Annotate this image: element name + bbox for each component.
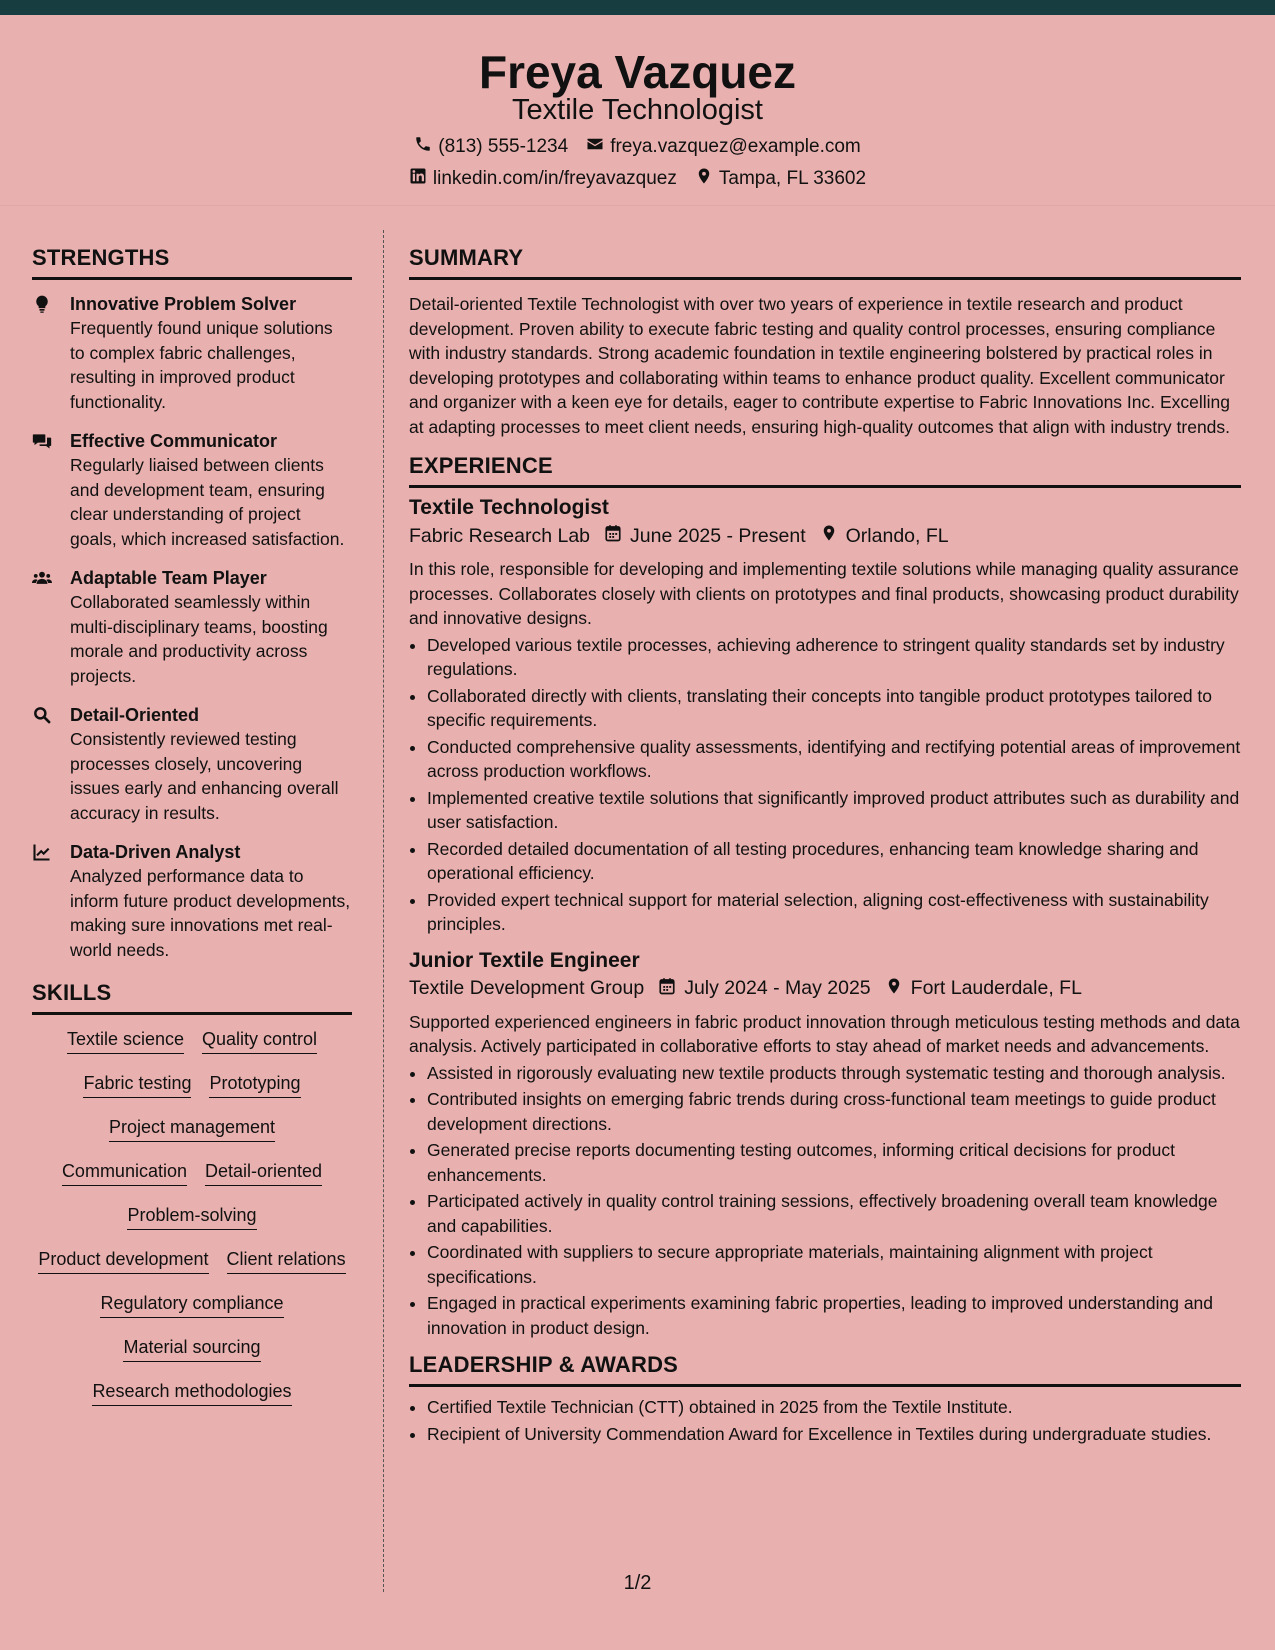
job-meta (409, 524, 1241, 548)
list-item: • Implemented creative textile solutions that significantly improved product attributes such as durability and user satisfaction. (427, 786, 1241, 835)
contact-row-2 (0, 167, 1275, 191)
phone-contact (414, 135, 568, 159)
top-accent-bar (0, 0, 1275, 15)
chart-line-icon (32, 840, 56, 962)
map-marker-icon (695, 167, 713, 191)
strength-desc: Collaborated seamlessly within multi-disciplinary teams, boosting morale and productivity across projects. (70, 592, 328, 686)
linkedin-contact (409, 167, 677, 191)
strength-title: Innovative Problem Solver (70, 294, 297, 314)
job-description: Supported experienced engineers in fabric product innovation through meticulous testing methods and data analysis. Actively participated in collaborative efforts to stay ahead of market needs and advancements. (409, 1011, 1240, 1056)
column-divider (383, 230, 384, 1592)
strength-item (32, 703, 352, 825)
strength-item (32, 429, 352, 551)
strength-desc: Analyzed performance data to inform future product developments, making sure innovations met real-world needs. (70, 866, 351, 960)
strength-desc: Frequently found unique solutions to complex fabric challenges, resulting in improved product functionality. (70, 318, 333, 412)
job-company: Fabric Research Lab (409, 524, 591, 547)
envelope-icon (586, 135, 604, 159)
skill-tag: Fabric testing (83, 1071, 191, 1098)
lightbulb-icon (32, 292, 56, 414)
linkedin-text: linkedin.com/in/freyavazquez (432, 168, 677, 189)
left-column (32, 245, 352, 1423)
skill-tag: Project management (109, 1115, 275, 1142)
users-icon (32, 566, 56, 688)
phone-icon (414, 135, 432, 159)
strengths-heading: STRENGTHS (32, 245, 352, 280)
summary-text: Detail-oriented Textile Technologist with over two years of experience in textile research and product development. Proven ability to execute fabric testing and quality control processes, ensuring compliance with industry standards. Strong academic foundation in textile engineering bolstered by practical roles in developing prototypes and collaborating within teams to enhance product quality. Excellent communicator and organizer with a keen eye for details, eager to contribute expertise to Fabric Innovations Inc. Excelling at adapting processes to meet client needs, ensuring high-quality outcomes that align with industry trends. (409, 294, 1231, 437)
page-number: 1/2 (623, 1572, 652, 1594)
job-location: Fort Lauderdale, FL (910, 977, 1082, 999)
skill-tag: Quality control (202, 1027, 317, 1054)
search-icon (32, 703, 56, 825)
job-title: Textile Technologist (409, 496, 609, 519)
map-marker-icon (814, 524, 838, 548)
skill-tag: Prototyping (209, 1071, 300, 1098)
job-meta (409, 977, 1241, 1001)
leadership-list (409, 1395, 1241, 1446)
skill-tag: Client relations (227, 1247, 346, 1274)
calendar-icon (598, 524, 622, 548)
strength-title: Adaptable Team Player (70, 568, 267, 588)
resume-header (0, 15, 1275, 206)
list-item: • Recipient of University Commendation Award for Excellence in Textiles during undergraduate studies. (427, 1422, 1241, 1447)
skill-tag: Detail-oriented (205, 1159, 322, 1186)
right-column (409, 245, 1241, 1458)
job-bullets (409, 1061, 1241, 1341)
job-entry (409, 949, 1241, 1341)
linkedin-icon (409, 167, 427, 191)
skill-tag: Textile science (67, 1027, 184, 1054)
list-item: • Collaborated directly with clients, translating their concepts into tangible product prototypes tailored to specific requirements. (427, 684, 1241, 733)
list-item: • Provided expert technical support for material selection, aligning cost-effectiveness with sustainability principles. (427, 888, 1241, 937)
strength-desc: Consistently reviewed testing processes closely, uncovering issues early and enhancing overall accuracy in results. (70, 729, 339, 823)
job-bullets (409, 633, 1241, 937)
list-item: • Developed various textile processes, achieving adherence to stringent quality standards set by industry regulations. (427, 633, 1241, 682)
strength-item (32, 292, 352, 414)
list-item: • Recorded detailed documentation of all testing procedures, enhancing team knowledge sharing and operational efficiency. (427, 837, 1241, 886)
list-item: • Conducted comprehensive quality assessments, identifying and rectifying potential areas of improvement across production workflows. (427, 735, 1241, 784)
job-dates: July 2024 - May 2025 (684, 977, 871, 999)
calendar-icon (652, 977, 676, 1001)
email-contact (586, 135, 861, 159)
phone-text: (813) 555-1234 (438, 136, 569, 157)
location-text: Tampa, FL 33602 (718, 168, 867, 189)
skills-list (32, 1027, 352, 1423)
job-dates: June 2025 - Present (630, 524, 806, 547)
job-description: In this role, responsible for developing and implementing textile solutions while managing quality assurance processes. Collaborates closely with clients on prototypes and final products, showcasing product durability and innovative designs. (409, 559, 1239, 628)
list-item: • Engaged in practical experiments examining fabric properties, leading to improved understanding and innovation in product design. (427, 1291, 1241, 1340)
summary-heading: SUMMARY (409, 245, 1241, 280)
contact-row-1 (0, 135, 1275, 159)
email-text: freya.vazquez@example.com (610, 136, 861, 157)
strength-title: Data-Driven Analyst (70, 842, 241, 862)
list-item: • Assisted in rigorously evaluating new textile products through systematic testing and thorough analysis. (427, 1061, 1241, 1086)
job-title: Junior Textile Engineer (409, 948, 640, 972)
map-marker-icon (879, 977, 903, 1001)
candidate-title: Textile Technologist (512, 94, 763, 126)
strength-item (32, 566, 352, 688)
list-item: • Certified Textile Technician (CTT) obtained in 2025 from the Textile Institute. (427, 1395, 1241, 1420)
strength-title: Detail-Oriented (70, 705, 200, 725)
skill-tag: Problem-solving (127, 1203, 256, 1230)
list-item: • Coordinated with suppliers to secure appropriate materials, maintaining alignment with project specifications. (427, 1240, 1241, 1289)
experience-heading: EXPERIENCE (409, 453, 1241, 488)
job-location: Orlando, FL (845, 524, 949, 547)
strength-title: Effective Communicator (70, 431, 278, 451)
strength-item (32, 840, 352, 962)
list-item: • Participated actively in quality control training sessions, effectively broadening overall team knowledge and capabilities. (427, 1189, 1241, 1238)
skills-heading: SKILLS (32, 980, 352, 1015)
skill-tag: Product development (38, 1247, 208, 1274)
candidate-name: Freya Vazquez (478, 46, 797, 98)
leadership-heading: LEADERSHIP & AWARDS (409, 1352, 1241, 1387)
skill-tag: Communication (62, 1159, 187, 1186)
skill-tag: Material sourcing (123, 1335, 260, 1362)
list-item: • Generated precise reports documenting testing outcomes, informing critical decisions for product enhancements. (427, 1138, 1241, 1187)
job-entry (409, 496, 1241, 937)
job-company: Textile Development Group (409, 977, 645, 999)
skill-tag: Regulatory compliance (100, 1291, 283, 1318)
list-item: • Contributed insights on emerging fabric trends during cross-functional team meetings to guide product development directions. (427, 1087, 1241, 1136)
comments-icon (32, 429, 56, 551)
strength-desc: Regularly liaised between clients and development team, ensuring clear understanding of project goals, which increased satisfaction. (70, 455, 345, 549)
location-contact (695, 167, 866, 191)
skill-tag: Research methodologies (92, 1379, 291, 1406)
